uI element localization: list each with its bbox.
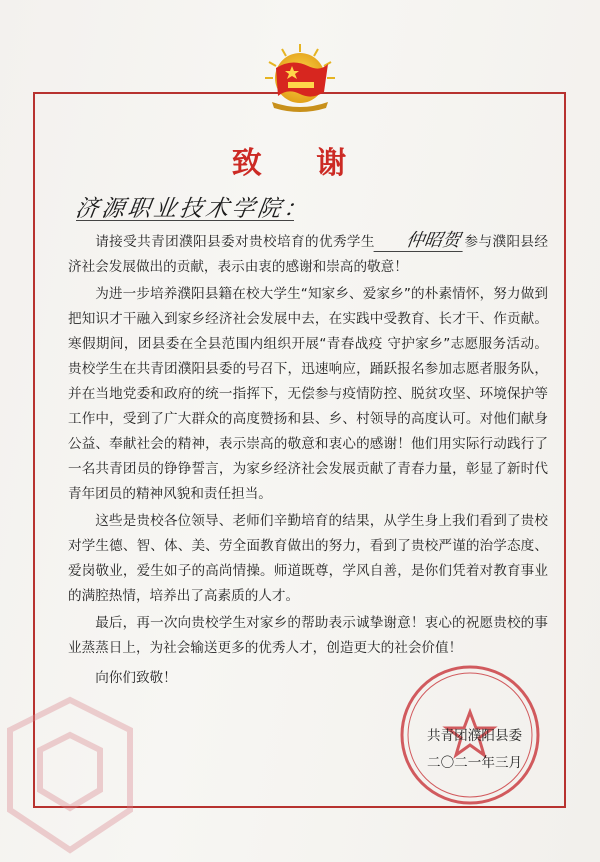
- paragraph-1-before: 请接受共青团濮阳县委对贵校培育的优秀学生: [95, 234, 375, 250]
- letter-title: 致 谢: [231, 146, 369, 181]
- paragraph-4: 最后，再一次向贵校学生对家乡的帮助表示诚挚谢意！衷心的祝愿贵校的事业蒸蒸日上，为社会输送更多的优秀人才，创造更大的社会价值！: [68, 615, 548, 656]
- recipient-name: 济源职业技术学院：: [73, 196, 312, 222]
- paragraph-3: 这些是贵校各位领导、老师们辛勤培育的结果，从学生身上我们看到了贵校对学生德、智、体、美、劳全面教育做出的努力，看到了贵校严谨的治学态度、爱岗敬业，爱生如子的高尚情操。师道既尊，学风自善，是你们凭着对教育事业的满腔热情，培养出了高素质的人才。: [68, 513, 548, 604]
- recipient-underline: [76, 220, 294, 221]
- student-signature: 仲昭贺: [373, 231, 465, 252]
- closing-salutation: 向你们致敬！: [95, 670, 177, 686]
- recipient-block: [73, 190, 336, 230]
- stamp-watermark-icon: [0, 690, 140, 862]
- organization-name: 共青团濮阳县委: [427, 728, 523, 744]
- paragraph-1-after: 参与濮阳县经济社会发展做出的贡献，表示由衷的感谢和崇高的敬意！: [68, 234, 549, 275]
- paragraph-1: [68, 230, 548, 280]
- paragraph-2: 为进一步培养濮阳县籍在校大学生“知家乡、爱家乡”的朴素情怀，努力做到把知识才干融入到家乡经济社会发展中去，在实践中受教育、长才干、作贡献。寒假期间，团县委在全县范围内组织开展“青春战疫 守护家乡”志愿服务活动。贵校学生在共青团濮阳县委的号召下，迅速响应，踊跃报名参加志愿者服务队，并在当地党委和政府的统一指挥下，无偿参与疫情防控、脱贫攻坚、环境保护等工作中，受到了广大群众的高度赞扬和县、乡、村领导的高度认可。对他们献身公益、奉献社会的精神，表示崇高的敬意和衷心的感谢！他们用实际行动践行了一名共青团员的铮铮誓言，为家乡经济社会发展贡献了青春力量，彰显了新时代青年团员的精神风貌和责任担当。: [68, 286, 548, 502]
- letter-date: 二〇二一年三月: [427, 755, 523, 771]
- youth-league-emblem-icon: [262, 42, 338, 114]
- letter-body: [68, 230, 548, 663]
